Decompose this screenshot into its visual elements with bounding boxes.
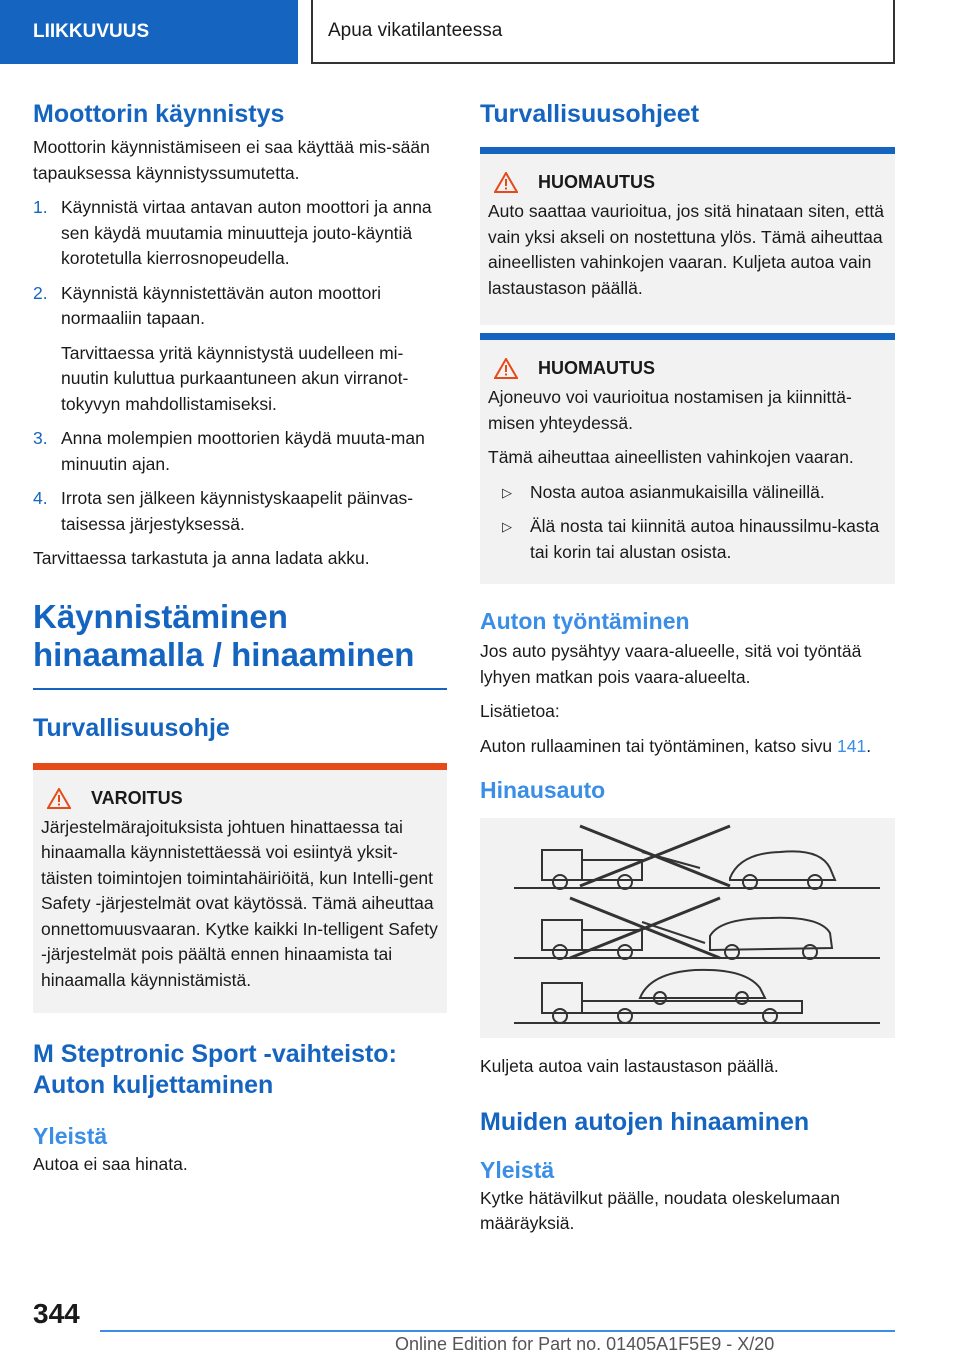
- others-heading: Muiden autojen hinaaminen: [480, 1107, 810, 1136]
- more-info-text: [480, 734, 895, 760]
- notice-box-1: [480, 147, 895, 325]
- push-text: Jos auto pysähtyy vaara-alueelle, sitä voi työntää lyhyen matkan pois vaara-alueelta.: [480, 641, 862, 687]
- right-column: [480, 100, 895, 1246]
- tow-start-title-line2: hinaamalla / hinaaminen: [33, 635, 415, 673]
- engine-start-intro: Moottorin käynnistämiseen ei saa käyttää mis-sään tapauksessa käynnistyssumutetta.: [33, 137, 430, 183]
- step-number: 3.: [33, 428, 48, 448]
- list-item: [33, 426, 447, 477]
- notice-label: HUOMAUTUS: [538, 358, 655, 378]
- bullet-triangle-icon: ▷: [502, 519, 512, 534]
- step-number: 2.: [33, 282, 48, 303]
- tow-truck-caption: Kuljeta autoa vain lastaustason päällä.: [480, 1056, 779, 1076]
- page-number: 344: [33, 1298, 80, 1329]
- safety-heading: Turvallisuusohje: [33, 713, 230, 742]
- notice-text: Ajoneuvo voi vaurioitua nostamisen ja kiinnittä-misen yhteydessä.: [488, 387, 852, 433]
- more-info-label: Lisätietoa:: [480, 701, 560, 721]
- notice-bullets: [488, 480, 887, 566]
- push-heading: Auton työntäminen: [480, 608, 690, 634]
- list-item: [33, 281, 447, 418]
- warning-box: [33, 763, 447, 1014]
- chapter-label: Apua vikatilanteessa: [328, 20, 503, 41]
- list-item: [33, 486, 447, 537]
- warning-triangle-icon: [494, 358, 530, 379]
- safety-instructions-heading: Turvallisuusohjeet: [480, 100, 700, 128]
- heading-rule: [33, 688, 447, 690]
- chapter-header: [311, 0, 895, 64]
- section-label: LIIKKUVUUS: [33, 21, 150, 42]
- footer-rule: [100, 1330, 895, 1332]
- more-info-body: Auton rullaaminen tai työntäminen, katso sivu: [480, 735, 833, 756]
- step-number: 4.: [33, 488, 48, 508]
- step-text: Irrota sen jälkeen käynnistyskaapelit päinvas-taisessa järjestyksessä.: [61, 488, 414, 534]
- steptronic-title-line2: Auton kuljettaminen: [33, 1071, 274, 1099]
- notice-text: Auto saattaa vaurioitua, jos sitä hinataan siten, että vain yksi akseli on nostettuna ylös. Tämä aiheuttaa aineellisten vahinkojen vaaran. Kuljeta autoa vain lastaustason päällä.: [488, 201, 884, 298]
- steptronic-heading: [33, 1039, 447, 1101]
- step-text: Anna molempien moottorien käydä muuta-man minuutin ajan.: [61, 428, 425, 474]
- warning-triangle-icon: [494, 172, 530, 193]
- notice-title: [488, 172, 887, 193]
- section-tab: [0, 0, 298, 64]
- bullet-triangle-icon: ▷: [502, 484, 512, 500]
- engine-start-outro: Tarvittaessa tarkastuta ja anna ladata akku.: [33, 548, 370, 568]
- engine-start-steps: [33, 195, 447, 537]
- list-item: [488, 514, 887, 565]
- left-column: [33, 100, 447, 1187]
- bullet-text: Nosta autoa asianmukaisilla välineillä.: [530, 481, 825, 502]
- step-text: Käynnistä virtaa antavan auton moottori ja anna sen käydä muutamia minuutteja jouto-käyntiä korotetulla kierrosnopeudella.: [61, 197, 432, 268]
- notice-label: HUOMAUTUS: [538, 172, 655, 192]
- warning-triangle-icon: [47, 788, 83, 809]
- list-item: [488, 480, 887, 506]
- general-text: Autoa ei saa hinata.: [33, 1154, 188, 1174]
- notice-title: [488, 358, 887, 379]
- tow-start-title-line1: Käynnistäminen: [33, 597, 288, 635]
- step-number: 1.: [33, 197, 48, 217]
- engine-start-heading: Moottorin käynnistys: [33, 100, 285, 128]
- steptronic-title-line1: M Steptronic Sport -vaihteisto:: [33, 1040, 397, 1068]
- warning-text: Järjestelmärajoituksista johtuen hinattaessa tai hinaamalla käynnistettäessä voi esiintyä yksit-täisten toimintojen toimintahäiriöitä, kun Intelli-gent Safety -järjestelmät ovat käytössä. Tämä aiheuttaa onnettomuusvaaran. Kytke kaikki In-telligent Safety -järjestelmät pois päältä ennen hinaamista tai hinaamalla käynnistämistä.: [41, 816, 438, 990]
- step-subtext: Tarvittaessa yritä käynnistystä uudelleen mi-nuutin kuluttua purkaantuneen akun virranot-tokyvyn mahdollistamiseksi.: [61, 342, 409, 414]
- bullet-text: Älä nosta tai kiinnitä autoa hinaussilmu-kasta tai korin tai alustan osista.: [530, 516, 880, 562]
- others-general-heading: Yleistä: [480, 1156, 555, 1183]
- tow-start-heading: [33, 598, 447, 690]
- others-general-text: Kytke hätävilkut päälle, noudata oleskelumaan määräyksiä.: [480, 1187, 840, 1233]
- list-item: [33, 195, 447, 272]
- warning-title: [41, 788, 439, 809]
- towing-diagram-icon: [480, 818, 895, 1038]
- notice-box-2: [480, 333, 895, 584]
- more-info-end: .: [866, 735, 872, 756]
- notice-text: Tämä aiheuttaa aineellisten vahinkojen vaaran.: [488, 447, 854, 467]
- page-link[interactable]: 141: [837, 735, 867, 756]
- step-text: Käynnistä käynnistettävän auton moottori normaaliin tapaan.: [61, 282, 382, 328]
- tow-truck-heading: Hinausauto: [480, 777, 606, 803]
- warning-label: VAROITUS: [91, 787, 183, 808]
- edition-text: Online Edition for Part no. 01405A1F5E9 - X/20: [395, 1334, 775, 1354]
- towing-illustration: [480, 818, 895, 1038]
- general-heading: Yleistä: [33, 1123, 108, 1149]
